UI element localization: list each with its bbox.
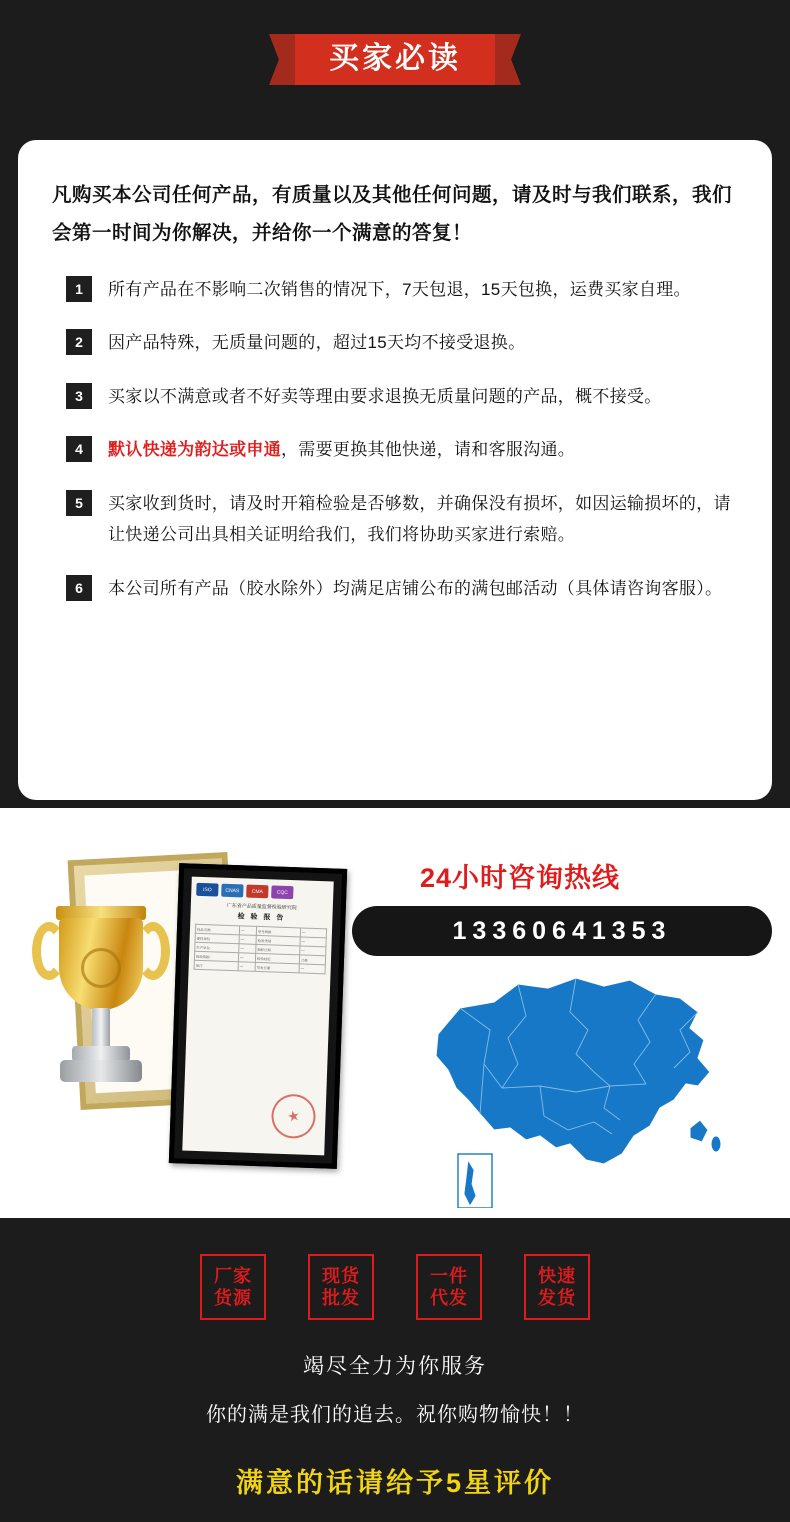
awards-graphic	[16, 826, 396, 1206]
ribbon-center	[295, 34, 495, 85]
trophy-icon	[26, 878, 176, 1168]
cell: —	[239, 935, 256, 945]
iso-logo-icon: ISO	[196, 883, 218, 897]
cell: 生产单位	[195, 942, 239, 953]
list-item	[66, 488, 738, 551]
cell: 样品名称	[195, 924, 239, 935]
rule-body: 本公司所有产品（胶水除外）均满足店铺公布的满包邮活动（具体请咨询客服）。	[108, 578, 723, 598]
cnas-logo-icon: CNAS	[221, 884, 243, 898]
badge-line-2: 发货	[538, 1288, 576, 1308]
phone-number-pill	[352, 906, 772, 956]
notice-card	[18, 140, 772, 800]
certificate-logos	[196, 883, 328, 901]
badge-line-1: 厂家	[214, 1265, 252, 1286]
cell: 检验结论	[255, 953, 299, 964]
list-item	[66, 573, 738, 604]
badge-line-1: 一件	[430, 1265, 468, 1286]
ribbon-tail-left	[269, 34, 295, 85]
cell: 型号规格	[256, 926, 300, 937]
footer-slogan-secondary: 你的满是我们的追去。祝你购物愉快！！	[206, 1404, 584, 1426]
cqc-logo-icon: CQC	[271, 885, 293, 899]
china-map-icon	[398, 968, 758, 1208]
rule-number: 5	[66, 490, 92, 516]
rule-number: 2	[66, 329, 92, 355]
rule-text	[108, 573, 722, 604]
service-badge	[308, 1254, 374, 1320]
cell: —	[300, 946, 326, 956]
list-item	[66, 434, 738, 465]
rule-number: 1	[66, 276, 92, 302]
cma-logo-icon: CMA	[246, 885, 268, 899]
rule-number: 3	[66, 383, 92, 409]
cell: —	[238, 953, 255, 963]
red-stamp-icon	[267, 1090, 319, 1142]
header-banner	[0, 0, 790, 112]
notice-lead-text: 凡购买本公司任何产品，有质量以及其他任何问题，请及时与我们联系，我们会第一时间为你解决，并给你一个满意的答复！	[52, 184, 733, 245]
rule-body: 买家收到货时，请及时开箱检验是否够数，并确保没有损坏，如因运输损坏的，请让快递公司出具相关证明给我们，我们将协助买家进行索赔。	[108, 493, 731, 545]
service-badge	[416, 1254, 482, 1320]
certificate-framed	[169, 863, 347, 1169]
certificate-subtitle: 检 验 报 告	[237, 913, 286, 922]
cell: —	[300, 928, 326, 938]
footer-slogan-primary: 竭尽全力为你服务	[303, 1355, 487, 1378]
rule-number: 6	[66, 575, 92, 601]
cell: 抽样日期	[256, 944, 300, 955]
phone-number: 13360641353	[452, 916, 672, 945]
rule-body: 买家以不满意或者不好卖等理由要求退换无质量问题的产品，概不接受。	[108, 386, 662, 406]
certificate-paper	[182, 877, 333, 1156]
rule-highlight: 默认快递为韵达或申通	[108, 440, 281, 460]
rule-text	[108, 381, 662, 412]
rule-text	[108, 488, 738, 551]
trophy-stem	[92, 1008, 110, 1048]
cell: —	[239, 926, 256, 936]
cell: 合格	[299, 955, 325, 965]
rule-body: 因产品特殊，无质量问题的，超过15天均不接受退换。	[108, 333, 526, 353]
footer-rating-request: 满意的话请给予5星评价	[235, 1468, 555, 1498]
list-item	[66, 274, 738, 305]
rule-body: 所有产品在不影响二次销售的情况下，7天包退，15天包换，运费买家自理。	[108, 280, 691, 300]
badge-line-2: 代发	[430, 1288, 468, 1308]
service-badge	[200, 1254, 266, 1320]
badge-line-1: 快速	[538, 1265, 576, 1286]
certificate-title: 广东省产品质量监督检验研究院	[226, 902, 297, 912]
badge-line-2: 批发	[322, 1288, 360, 1308]
footer-section	[0, 1218, 790, 1522]
hotline-label: 24小时咨询热线	[420, 863, 621, 893]
rule-body: ，需要更换其他快递，请和客服沟通。	[281, 440, 576, 460]
cell: —	[299, 964, 325, 974]
cell: —	[239, 944, 256, 954]
cell: 备注	[194, 960, 238, 971]
rule-text	[108, 327, 525, 358]
rule-text	[108, 274, 691, 305]
cell: 检验类别	[256, 935, 300, 946]
cell: —	[300, 937, 326, 947]
contact-section	[0, 808, 790, 1218]
cell: 委托单位	[195, 933, 239, 944]
cell: —	[238, 962, 255, 972]
notice-rule-list	[66, 274, 738, 604]
trophy-base-lower	[60, 1060, 142, 1082]
badge-line-1: 现货	[322, 1265, 360, 1286]
service-badge-list	[0, 1218, 790, 1320]
list-item	[66, 327, 738, 358]
page-title: 买家必读	[329, 42, 461, 75]
cell: 检验依据	[194, 951, 238, 962]
rule-text	[108, 434, 575, 465]
certificate-table	[194, 924, 328, 975]
cell: 签发日期	[255, 962, 299, 973]
badge-line-2: 货源	[214, 1288, 252, 1308]
ribbon	[269, 34, 521, 85]
trophy-cup	[59, 918, 143, 1010]
ribbon-tail-right	[495, 34, 521, 85]
service-badge	[524, 1254, 590, 1320]
list-item	[66, 381, 738, 412]
rule-number: 4	[66, 436, 92, 462]
